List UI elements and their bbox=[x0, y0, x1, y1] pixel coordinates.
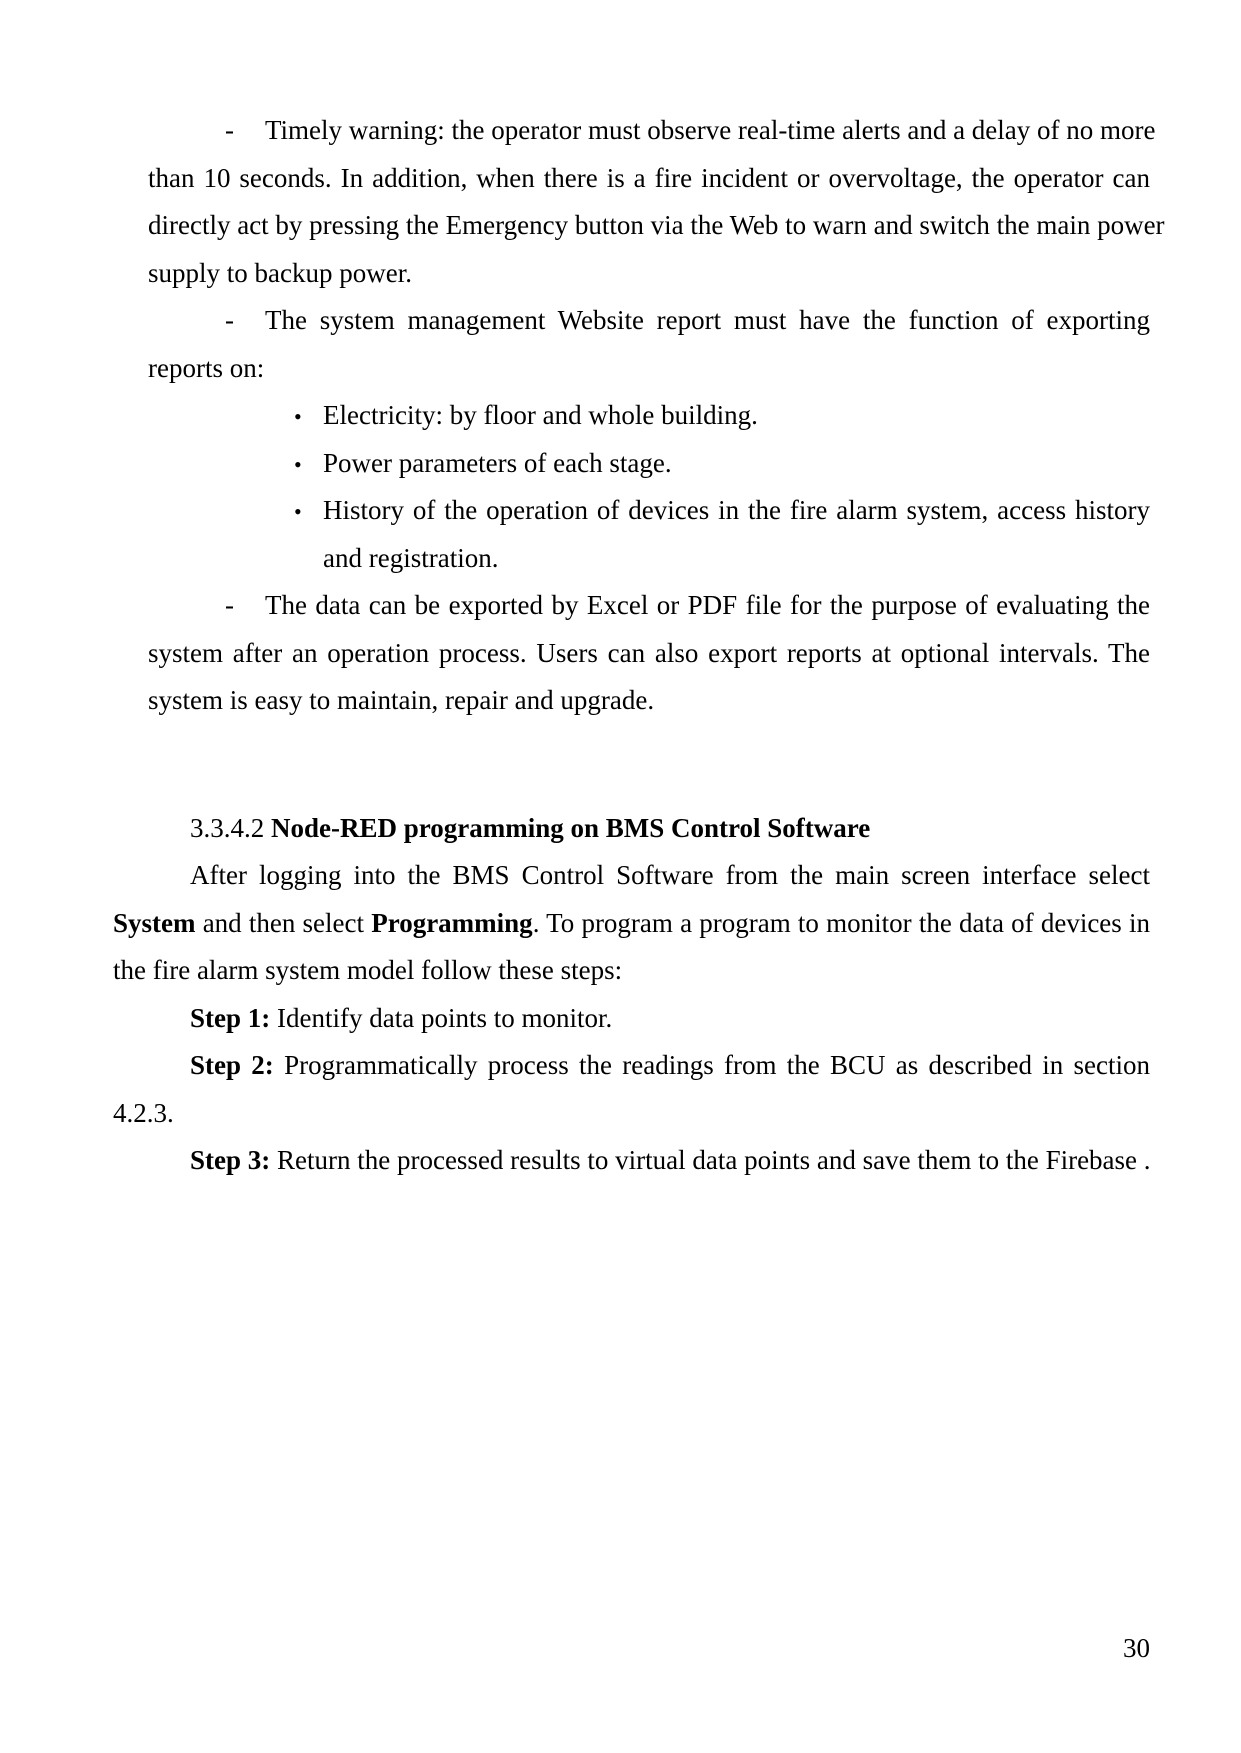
step-1 bbox=[113, 995, 1150, 1043]
bullet-item-history bbox=[294, 487, 1150, 535]
text-line bbox=[148, 297, 1150, 345]
bullet-marker: • bbox=[294, 499, 302, 524]
text-segment: Electricity: by floor and whole building. bbox=[323, 400, 758, 430]
text-line bbox=[113, 900, 1150, 948]
section-heading bbox=[113, 805, 1150, 853]
step-2 bbox=[113, 1042, 1150, 1090]
text-line: After logging into the BMS Control Software from the main screen interface select bbox=[190, 860, 1150, 890]
text-segment: and then select bbox=[195, 907, 372, 938]
text-segment: History of the operation of devices in the fire alarm system, access history bbox=[323, 495, 1150, 525]
text-segment: The data can be exported by Excel or PDF file for the purpose of evaluating the bbox=[265, 590, 1150, 620]
paragraph-timely-warning bbox=[148, 107, 1165, 297]
text-line: system after an operation process. Users can also export reports at optional intervals. The bbox=[148, 637, 1150, 668]
text-segment: Programmatically process the readings from the BCU as described in section bbox=[284, 1050, 1151, 1080]
text-line: supply to backup power. bbox=[148, 257, 412, 288]
text-segment: Power parameters of each stage. bbox=[323, 447, 672, 478]
vertical-spacer bbox=[113, 725, 1150, 805]
text-segment: Identify data points to monitor. bbox=[277, 1002, 613, 1033]
step-label: Step 3: bbox=[190, 1145, 271, 1175]
bullet-marker: • bbox=[294, 404, 302, 429]
step-label: Step 2: bbox=[190, 1050, 274, 1080]
heading-number: 3.3.4.2 bbox=[190, 812, 265, 843]
heading-title: Node-RED programming on BMS Control Software bbox=[271, 812, 871, 843]
step-2-continuation: 4.2.3. bbox=[113, 1097, 174, 1128]
bold-term-programming: Programming bbox=[371, 907, 533, 938]
bullet-item-power bbox=[294, 440, 1150, 488]
paragraph-data-export bbox=[148, 582, 1150, 725]
dash-list-marker: - bbox=[225, 590, 234, 620]
text-line bbox=[148, 582, 1150, 630]
bullet-list-report-types bbox=[294, 392, 1150, 582]
text-line: reports on: bbox=[148, 352, 265, 383]
text-segment: Return the processed results to virtual data points and save them to the Firebase . bbox=[277, 1145, 1151, 1175]
text-segment: The system management Website report must have the function of exporting bbox=[265, 305, 1150, 335]
text-line bbox=[148, 107, 1156, 155]
text-segment: Timely warning: the operator must observe real-time alerts and a delay of no more bbox=[265, 115, 1156, 145]
text-line: the fire alarm system model follow these steps: bbox=[113, 955, 623, 985]
text-line: system is easy to maintain, repair and upgrade. bbox=[148, 685, 655, 715]
text-line: and registration. bbox=[323, 542, 499, 573]
bullet-item-electricity bbox=[294, 392, 1150, 440]
dash-list-marker: - bbox=[225, 115, 234, 145]
page-body-text bbox=[113, 107, 1165, 1185]
text-line: than 10 seconds. In addition, when there is a fire incident or overvoltage, the operator can bbox=[148, 162, 1150, 193]
text-line: directly act by pressing the Emergency button via the Web to warn and switch the main power bbox=[148, 210, 1165, 240]
page-number: 30 bbox=[1123, 1633, 1150, 1663]
paragraph-website-report bbox=[148, 297, 1150, 392]
text-segment: . To program a program to monitor the data of devices in bbox=[532, 907, 1150, 938]
step-3 bbox=[113, 1137, 1150, 1185]
bold-term-system: System bbox=[113, 907, 196, 938]
bullet-marker: • bbox=[294, 451, 302, 477]
step-label: Step 1: bbox=[190, 1002, 271, 1033]
dash-list-marker: - bbox=[225, 305, 234, 335]
